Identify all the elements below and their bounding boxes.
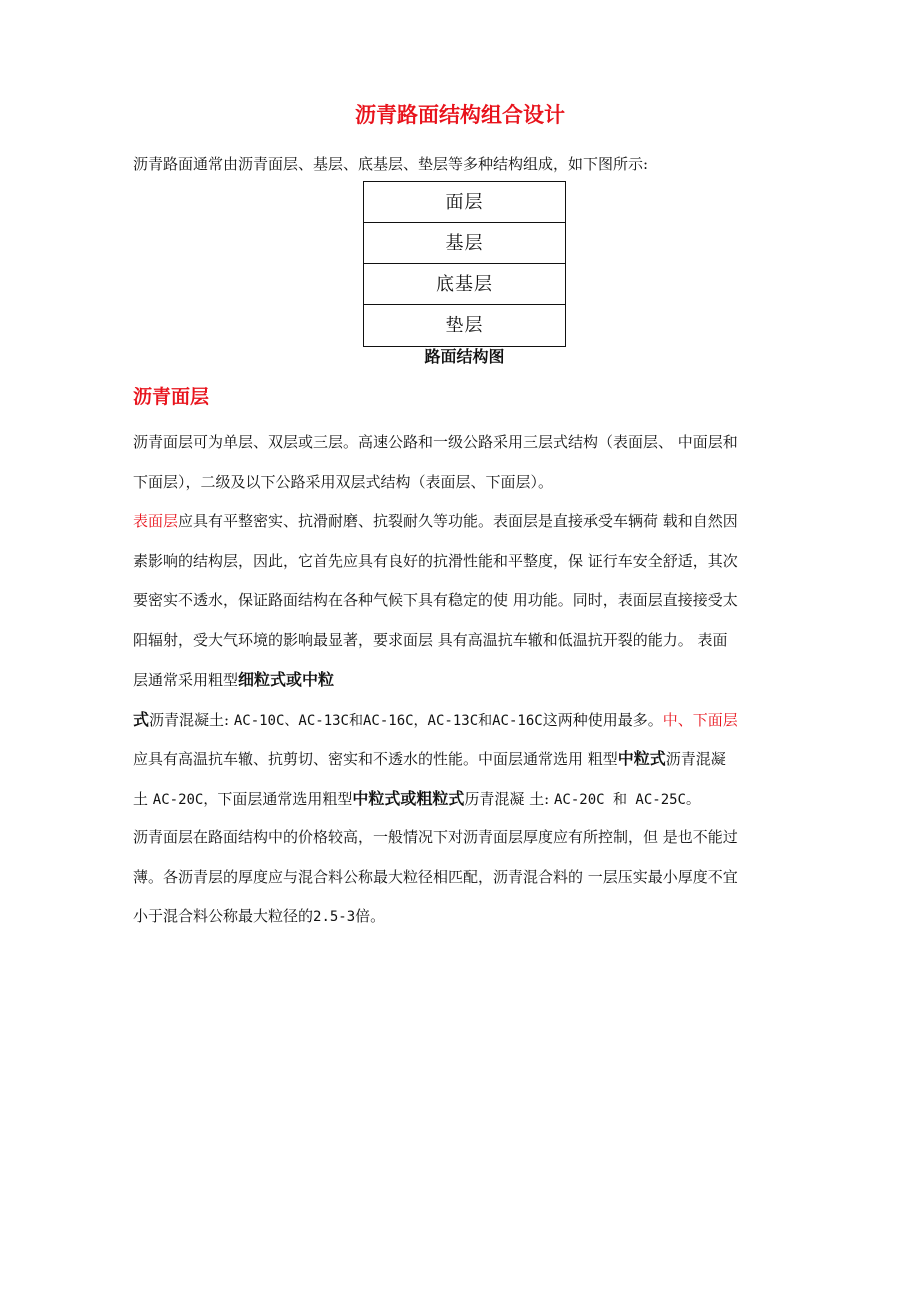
text-run: 下面层通常选用粗型 <box>217 789 353 808</box>
paragraph-line <box>133 779 798 819</box>
text-run: 层通常采用粗型 <box>133 671 239 689</box>
layer-surface: 面层 <box>364 182 565 223</box>
text-run: 小于混合料公称最大粒径的 <box>133 907 314 925</box>
intro-paragraph: 沥青路面通常由沥青面层、基层、底基层、垫层等多种结构组成，如下图所示: <box>133 155 649 173</box>
paragraph-line: 素影响的结构层，因此，它首先应具有良好的抗滑性能和平整度，保 证行车安全舒适，其次 <box>133 551 738 570</box>
text-run: 应具有平整密实、抗滑耐磨、抗裂耐久等功能。表面层是直接承受车辆荷 载和自然因 <box>178 512 738 530</box>
paragraph-line <box>133 502 798 542</box>
paragraph-line: 薄。各沥青层的厚度应与混合料公称最大粒径相匹配，沥青混合料的 一层压实最小厚度不宜 <box>133 867 738 886</box>
section-heading: 沥青面层 <box>133 386 210 408</box>
body-text <box>133 423 798 937</box>
paragraph-line <box>133 700 798 740</box>
text-run: 这两种使用最多。 <box>542 710 663 729</box>
paragraph-line <box>133 739 798 779</box>
pavement-structure-diagram <box>363 181 566 347</box>
bold-term: 细粒式或中粒 <box>238 670 335 689</box>
mix-codes: AC-20C， <box>152 791 218 808</box>
text-run: 历青混凝 土: <box>464 789 554 808</box>
text-run: 沥青混凝土: <box>149 710 234 729</box>
bold-term: 中粒式或粗粒式 <box>352 788 465 808</box>
text-run: 土 <box>133 789 153 808</box>
paragraph-line: 下面层），二级及以下公路采用双层式结构（表面层、下面层）。 <box>133 472 554 491</box>
layer-cushion: 垫层 <box>445 315 484 336</box>
page-title: 沥青路面结构组合设计 <box>355 103 565 127</box>
text-run: 应具有高温抗车辙、抗剪切、密实和不透水的性能。中面层通常选用 粗型 <box>133 750 618 768</box>
mix-codes: AC-10C、AC-13C和AC-16C，AC-13C和AC-16C <box>233 712 543 729</box>
text-run: 沥青混凝 <box>665 750 726 768</box>
paragraph-line: 阳辐射，受大气环境的影响最显著，要求面层 具有高温抗车辙和低温抗开裂的能力。 表面 <box>133 630 728 649</box>
bold-term: 中粒式 <box>617 749 666 768</box>
paragraph-line: 沥青面层可为单层、双层或三层。高速公路和一级公路采用三层式结构（表面层、 中面层和 <box>133 433 738 451</box>
layer-base: 基层 <box>364 223 565 264</box>
paragraph-line: 要密实不透水，保证路面结构在各种气候下具有稳定的使 用功能。同时，表面层直接接受太 <box>133 591 738 609</box>
ratio-value: 2.5-3 <box>313 909 356 925</box>
layer-subbase: 底基层 <box>364 264 565 305</box>
text-run: 倍。 <box>355 907 386 925</box>
diagram-caption: 路面结构图 <box>424 347 505 366</box>
highlight-term: 中、下面层 <box>662 710 738 729</box>
paragraph-line <box>133 897 798 937</box>
bold-term: 式 <box>133 709 150 729</box>
highlight-term: 表面层 <box>133 512 179 530</box>
paragraph-line: 沥青面层在路面结构中的价格较高，一般情况下对沥青面层厚度应有所控制，但 是也不能过 <box>133 828 738 846</box>
paragraph-line <box>133 660 798 700</box>
mix-codes: AC-20C 和 AC-25C。 <box>553 791 700 808</box>
